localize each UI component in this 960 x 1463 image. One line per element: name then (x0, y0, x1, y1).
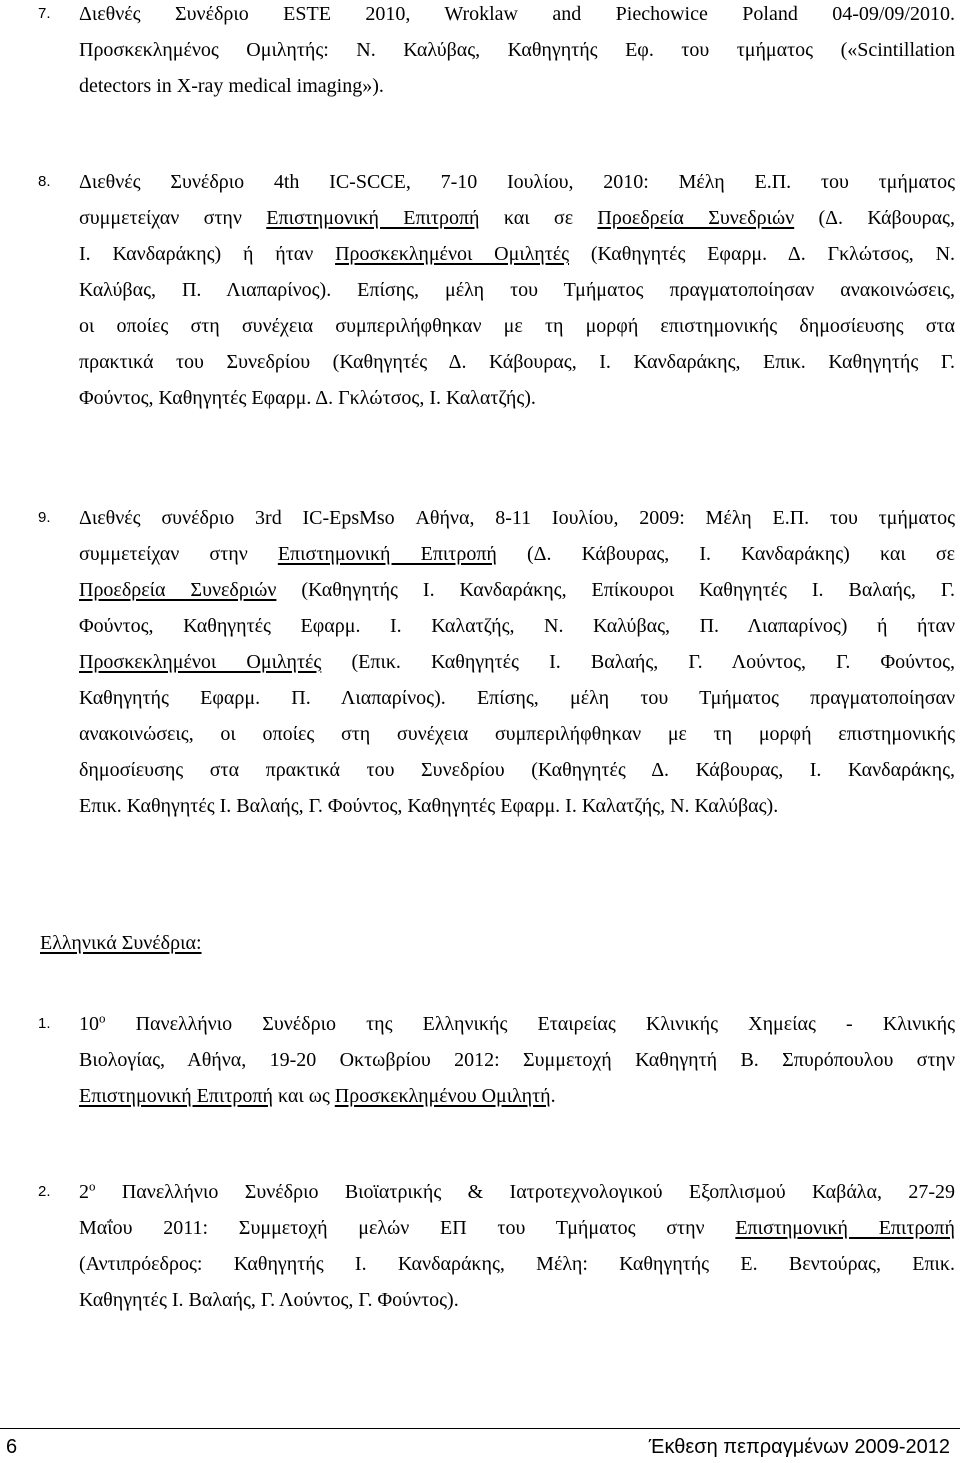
underlined-text: Επιστημονική Επιτροπή (79, 1085, 273, 1107)
underlined-text: Προσκεκλημένου Ομιλητή (334, 1085, 551, 1107)
section-heading: Ελληνικά Συνέδρια: (40, 932, 202, 954)
text-run: (Καθηγητές Εφαρμ. Δ. Γκλώτσος, Ν. (569, 243, 956, 265)
list-number: 8. (38, 173, 51, 190)
text-line: Φούντος, Καθηγητές Εφαρμ. Δ. Γκλώτσος, Ι. Καλατζής). (79, 387, 536, 409)
text-run: (Καθηγητής Ι. Κανδαράκης, Επίκουροι Καθηγητές Ι. Βαλαής, Γ. (276, 579, 955, 601)
footer-title: Έκθεση πεπραγμένων 2009-2012 (648, 1436, 950, 1458)
superscript: ο (89, 1178, 96, 1194)
text-line: Διεθνές Συνέδριο ESTE 2010, Wroklaw and Piechowice Poland 04-09/09/2010. (79, 3, 955, 25)
text-run: (Επικ. Καθηγητές Ι. Βαλαής, Γ. Λούντος, Γ. Φούντος, (321, 651, 956, 673)
text-line (79, 572, 955, 608)
text-line: οι οποίες στη συνέχεια συμπεριλήφθηκαν με τη μορφή επιστημονικής δημοσίευσης στα (79, 315, 955, 337)
list-item-text (79, 500, 955, 824)
text-line: detectors in X-ray medical imaging»). (79, 75, 384, 97)
list-item-text (79, 1174, 955, 1318)
text-run: και σε (479, 207, 598, 229)
text-line: Καλύβας, Π. Λιαπαρίνος). Επίσης, μέλη του Τμήματος πραγματοποίησαν ανακοινώσεις, (79, 279, 955, 301)
list-number: 7. (38, 5, 51, 22)
text-line: πρακτικά του Συνεδρίου (Καθηγητές Δ. Κάβουρας, Ι. Κανδαράκης, Επικ. Καθηγητής Γ. (79, 351, 955, 373)
text-line: Βιολογίας, Αθήνα, 19-20 Οκτωβρίου 2012: Συμμετοχή Καθηγητή Β. Σπυρόπουλου στην (79, 1049, 955, 1071)
text-line: Διεθνές συνέδριο 3rd IC-EpsMso Αθήνα, 8-11 Ιουλίου, 2009: Μέλη Ε.Π. του τμήματος (79, 507, 955, 529)
text-line: Διεθνές Συνέδριο 4th IC-SCCE, 7-10 Ιουλίου, 2010: Μέλη Ε.Π. του τμήματος (79, 171, 955, 193)
list-number: 1. (38, 1015, 51, 1032)
text-line: (Αντιπρόεδρος: Καθηγητής Ι. Κανδαράκης, Μέλη: Καθηγητής Ε. Βεντούρας, Επικ. (79, 1253, 955, 1275)
text-line: Επικ. Καθηγητές Ι. Βαλαής, Γ. Φούντος, Καθηγητές Εφαρμ. Ι. Καλατζής, Ν. Καλύβας). (79, 795, 779, 817)
text-run: Μαΐου 2011: Συμμετοχή μελών ΕΠ του Τμήματος στην (79, 1217, 736, 1239)
text-run: (Δ. Κάβουρας, (794, 207, 955, 229)
text-run: Ι. Κανδαράκης) ή ήταν (79, 243, 336, 265)
text-run: Πανελλήνιο Συνέδριο Βιοϊατρικής & Ιατροτεχνολογικού Εξοπλισμού Καβάλα, 27-29 (95, 1181, 955, 1203)
text-line (79, 536, 955, 572)
text-run: συμμετείχαν στην (79, 207, 267, 229)
text-line: Καθηγητές Ι. Βαλαής, Γ. Λούντος, Γ. Φούντος). (79, 1289, 459, 1311)
text-run: . (550, 1085, 556, 1107)
text-run: (Δ. Κάβουρας, Ι. Κανδαράκης) και σε (496, 543, 955, 565)
text-line (79, 644, 955, 680)
underlined-text: Προεδρεία Συνεδριών (597, 207, 795, 229)
underlined-text: Προεδρεία Συνεδριών (79, 579, 277, 601)
text-line (79, 236, 955, 272)
text-line: Καθηγητής Εφαρμ. Π. Λιαπαρίνος). Επίσης, μέλη του Τμήματος πραγματοποίησαν (79, 687, 955, 709)
text-run: και ως (272, 1085, 335, 1107)
list-number: 2. (38, 1183, 51, 1200)
superscript: ο (99, 1010, 106, 1026)
underlined-text: Προσκεκλημένοι Ομιλητές (79, 651, 322, 673)
text-line: δημοσίευσης στα πρακτικά του Συνεδρίου (Καθηγητές Δ. Κάβουρας, Ι. Κανδαράκης, (79, 759, 955, 781)
list-item-text (79, 164, 955, 416)
text-line (79, 1078, 955, 1114)
text-line (79, 200, 955, 236)
text-run: 10 (79, 1013, 99, 1035)
underlined-text: Επιστημονική Επιτροπή (277, 543, 497, 565)
underlined-text: Επιστημονική Επιτροπή (735, 1217, 955, 1239)
list-item-text (79, 0, 955, 104)
footer-page-number: 6 (6, 1436, 18, 1458)
text-line (79, 1174, 955, 1210)
text-run: συμμετείχαν στην (79, 543, 278, 565)
text-run: Πανελλήνιο Συνέδριο της Ελληνικής Εταιρείας Κλινικής Χημείας - Κλινικής (105, 1013, 955, 1035)
underlined-text: Προσκεκλημένοι Ομιλητές (335, 243, 570, 265)
underlined-text: Επιστημονική Επιτροπή (266, 207, 480, 229)
text-line: Φούντος, Καθηγητές Εφαρμ. Ι. Καλατζής, Ν. Καλύβας, Π. Λιαπαρίνος) ή ήταν (79, 615, 955, 637)
footer-divider (0, 1428, 960, 1429)
text-line (79, 1210, 955, 1246)
list-item-text (79, 1006, 955, 1114)
text-line: ανακοινώσεις, οι οποίες στη συνέχεια συμπεριλήφθηκαν με τη μορφή επιστημονικής (79, 723, 955, 745)
text-line: Προσκεκλημένος Ομιλητής: Ν. Καλύβας, Καθηγητής Εφ. του τμήματος («Scintillation (79, 39, 955, 61)
text-run: 2 (79, 1181, 89, 1203)
text-line (79, 1006, 955, 1042)
list-number: 9. (38, 509, 51, 526)
